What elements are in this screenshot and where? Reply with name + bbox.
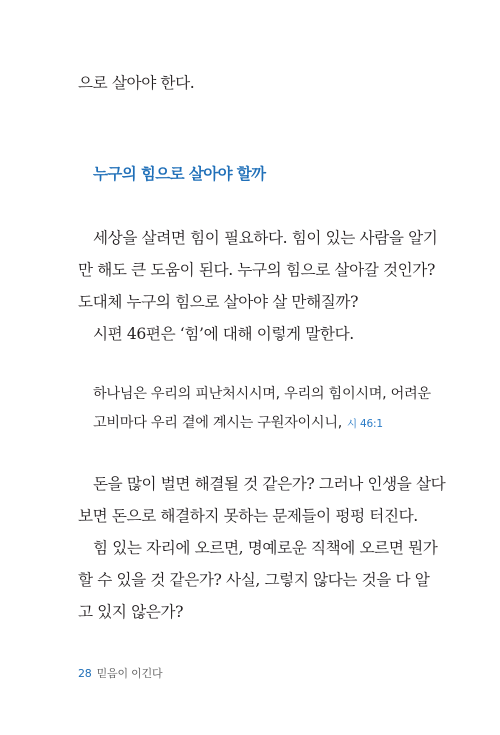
book-title: 믿음이 이긴다 [96, 667, 163, 680]
paragraph-line: 힘 있는 자리에 오르면, 명예로운 직책에 오르면 뭔가 [93, 539, 438, 557]
quote-line [93, 412, 383, 432]
paragraph-line: 만 해도 큰 도움이 된다. 누구의 힘으로 살아갈 것인가? [78, 261, 435, 279]
paragraph-line: 고 있지 않은가? [78, 603, 184, 621]
quote-line: 하나님은 우리의 피난처시시며, 우리의 힘이시며, 어려운 [93, 386, 431, 402]
page-footer [78, 665, 162, 681]
paragraph-line: 세상을 살려면 힘이 필요하다. 힘이 있는 사람을 알기 [93, 229, 438, 247]
page-number: 28 [78, 667, 92, 680]
continued-line: 으로 살아야 한다. [78, 74, 195, 92]
paragraph-line: 보면 돈으로 해결하지 못하는 문제들이 펑펑 터진다. [78, 507, 418, 525]
paragraph-line: 도대체 누구의 힘으로 살아야 살 만해질까? [78, 293, 359, 311]
paragraph-line: 돈을 많이 벌면 해결될 것 같은가? 그러나 인생을 살다 [93, 475, 446, 493]
scripture-reference: 시 46:1 [346, 418, 383, 430]
quote-text: 고비마다 우리 곁에 계시는 구원자이시니, [93, 415, 342, 431]
section-heading: 누구의 힘으로 살아야 할까 [93, 165, 266, 183]
paragraph-line: 할 수 있을 것 같은가? 사실, 그렇지 않다는 것을 다 알 [78, 571, 430, 589]
paragraph-line: 시편 46편은 ‘힘’에 대해 이렇게 말한다. [93, 325, 354, 343]
